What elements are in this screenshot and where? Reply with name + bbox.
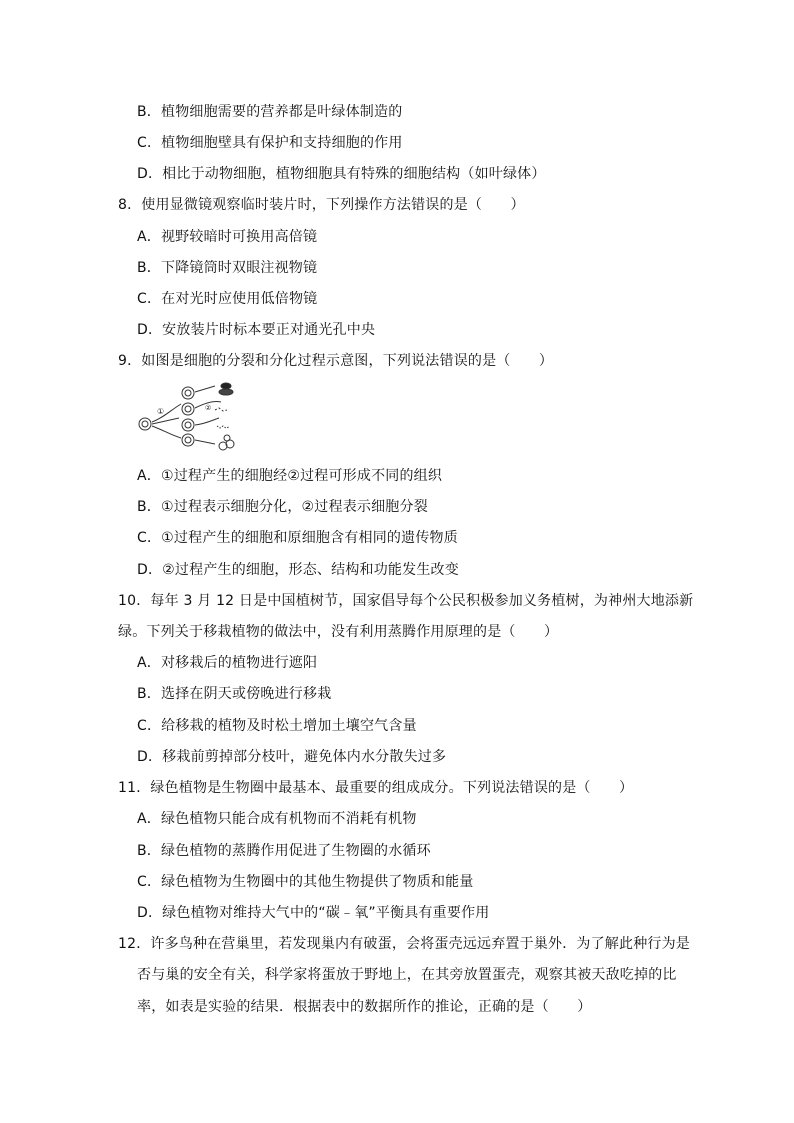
q9-option-a: A．①过程产生的细胞经②过程可形成不同的组织 — [137, 468, 443, 484]
q9-option-b: B．①过程表示细胞分化，②过程表示细胞分裂 — [137, 499, 428, 515]
process-2-label: ② — [205, 404, 212, 412]
q11-option-a: A．绿色植物只能合成有机物而不消耗有机物 — [137, 811, 417, 827]
q10-option-b: B．选择在阴天或傍晚进行移栽 — [137, 686, 332, 702]
q11-option-d: D．绿色植物对维持大气中的“碳﹣氧”平衡具有重要作用 — [137, 905, 490, 921]
q11-option-b: B．绿色植物的蒸腾作用促进了生物圈的水循环 — [137, 843, 431, 859]
q7-option-d: D．相比于动物细胞，植物细胞具有特殊的细胞结构（如叶绿体） — [137, 166, 546, 182]
q12-stem-line2: 否与巢的安全有关，科学家将蛋放于野地上，在其旁放置蛋壳，观察其被天敌吃掉的比 — [137, 967, 677, 983]
q10-option-a: A．对移栽后的植物进行遮阳 — [137, 655, 318, 671]
q10-stem-line1: 10．每年 3 月 12 日是中国植树节，国家倡导每个公民积极参加义务植树，为神州大地添新 — [118, 593, 694, 609]
q8-option-b: B．下降镜筒时双眼注视物镜 — [137, 260, 318, 276]
q12-stem-line1: 12．许多鸟种在营巢里，若发现巢内有破蛋，会将蛋壳远远弃置于巢外．为了解此种行为是 — [118, 936, 691, 952]
q11-stem: 11．绿色植物是生物圈中最基本、最重要的组成成分。下列说法错误的是（ ） — [118, 780, 634, 796]
q8-option-d: D．安放装片时标本要正对通光孔中央 — [137, 322, 376, 338]
q8-option-a: A．视野较暗时可换用高倍镜 — [137, 229, 318, 245]
q9-option-c: C．①过程产生的细胞和原细胞含有相同的遗传物质 — [137, 530, 458, 546]
q7-option-b: B．植物细胞需要的营养都是叶绿体制造的 — [137, 104, 403, 120]
q10-option-c: C．给移栽的植物及时松土增加土壤空气含量 — [137, 718, 417, 734]
q12-stem-line3: 率，如表是实验的结果．根据表中的数据所作的推论，正确的是（ ） — [137, 999, 592, 1015]
q11-option-c: C．绿色植物为生物圈中的其他生物提供了物质和能量 — [137, 874, 474, 890]
cell-division-diagram — [133, 380, 248, 452]
process-1-label: ① — [157, 407, 165, 416]
q9-option-d: D．②过程产生的细胞，形态、结构和功能发生改变 — [137, 562, 459, 578]
q7-option-c: C．植物细胞壁具有保护和支持细胞的作用 — [137, 135, 403, 151]
q8-stem: 8．使用显微镜观察临时装片时，下列操作方法错误的是（ ） — [118, 197, 525, 213]
q8-option-c: C．在对光时应使用低倍物镜 — [137, 291, 318, 307]
q9-stem: 9．如图是细胞的分裂和分化过程示意图，下列说法错误的是（ ） — [118, 353, 554, 369]
q10-stem-line2: 绿。下列关于移栽植物的做法中，没有利用蒸腾作用原理的是（ ） — [118, 624, 559, 640]
q10-option-d: D．移栽前剪掉部分枝叶，避免体内水分散失过多 — [137, 749, 447, 765]
